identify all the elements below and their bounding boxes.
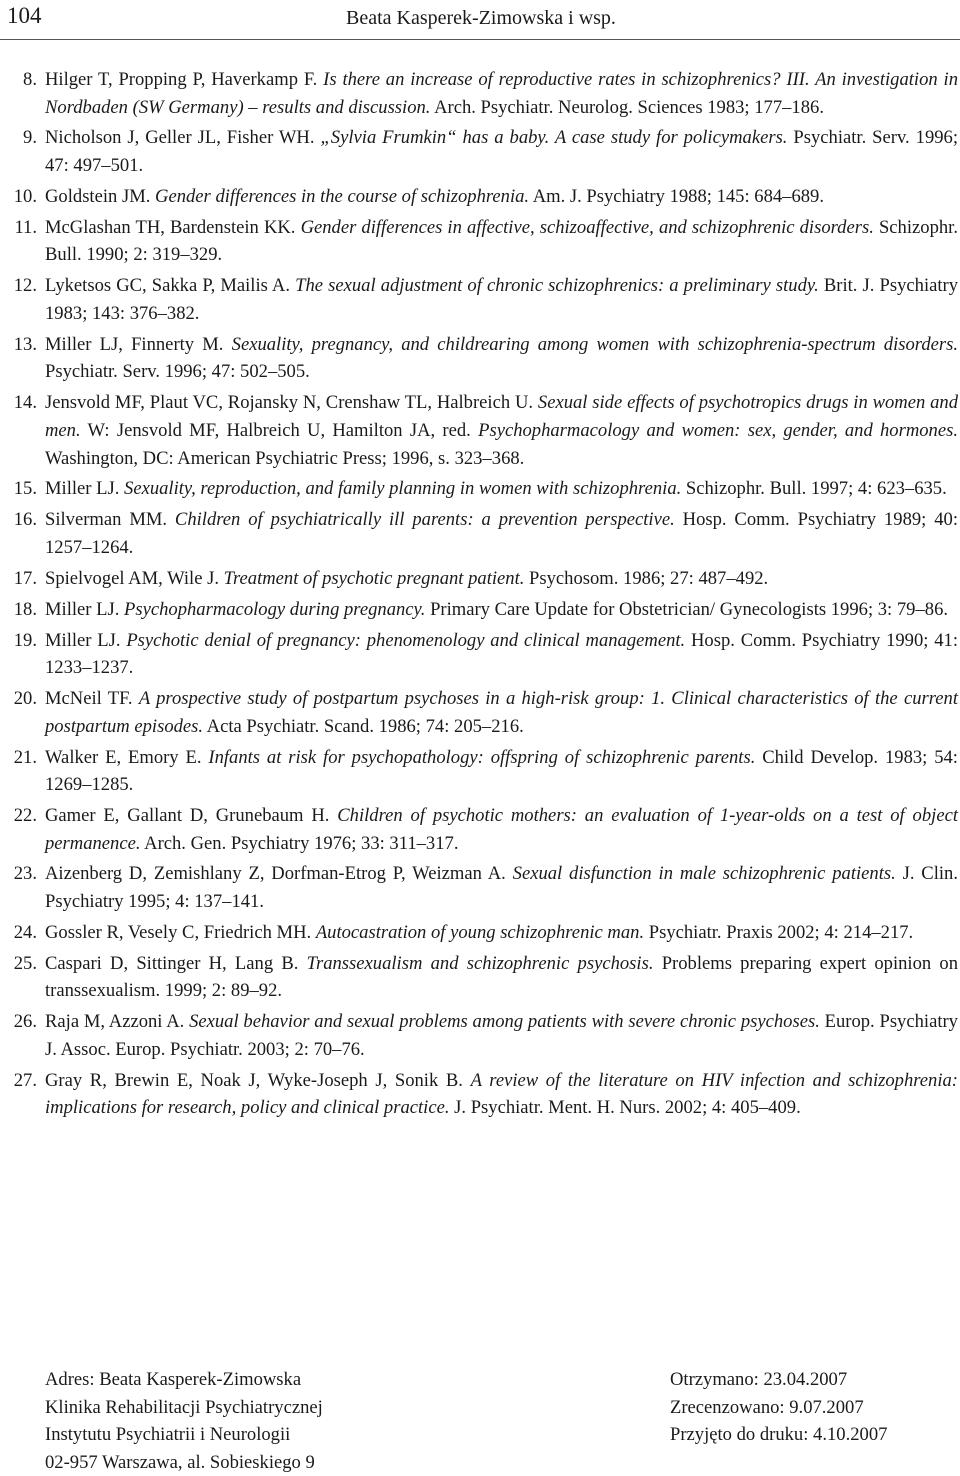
- reference-number: 14.: [13, 392, 37, 414]
- reference-title: Treatment of psychotic pregnant patient.: [223, 567, 525, 589]
- reference-number: 22.: [13, 805, 37, 826]
- reference-number: 11.: [14, 216, 37, 238]
- reference-book-title: Psychopharmacology and women: sex, gender, and hormones.: [478, 419, 958, 441]
- reference-authors: Miller LJ.: [45, 629, 127, 651]
- reference-authors: Hilger T, Propping P, Haverkamp F.: [45, 69, 324, 90]
- reference-number: 17.: [13, 567, 37, 589]
- reference-title: Gender differences in the course of schizophrenia.: [155, 185, 530, 207]
- reference-item: [0, 860, 960, 915]
- reference-item: [0, 272, 960, 327]
- reference-source: Am. J. Psychiatry 1988; 145: 684–689.: [529, 185, 824, 207]
- reference-title: Transsexualism and schizophrenic psychosis.: [306, 952, 654, 974]
- reference-title: Infants at risk for psychopathology: offspring of schizophrenic parents.: [208, 746, 756, 768]
- reference-source: W: Jensvold MF, Halbreich U, Hamilton JA, red.: [80, 419, 479, 441]
- reference-title: Psychotic denial of pregnancy: phenomenology and clinical management.: [126, 629, 686, 651]
- reference-item: [0, 685, 960, 740]
- reference-number: 21.: [13, 746, 37, 768]
- reference-authors: Gray R, Brewin E, Noak J, Wyke-Joseph J, Sonik B.: [45, 1069, 471, 1091]
- reference-authors: Miller LJ.: [45, 478, 125, 500]
- reference-authors: Miller LJ, Finnerty M.: [45, 333, 232, 355]
- reference-authors: Nicholson J, Geller JL, Fisher WH.: [45, 127, 321, 149]
- reference-item: [0, 950, 960, 1005]
- reference-number: 23.: [13, 863, 37, 885]
- reference-source: Psychiatr. Serv. 1996; 47: 497–501.: [45, 127, 958, 177]
- reference-title: Is there an increase of reproductive rates in schizophrenics? III. An investigation in Nordbaden (SW Germany) – results and discussion.: [45, 69, 958, 118]
- reference-authors: Miller LJ.: [45, 598, 125, 620]
- reference-source: J. Clin. Psychiatry 1995; 4: 137–141.: [45, 863, 958, 913]
- reference-item: [0, 919, 960, 947]
- address-line: Klinika Rehabilitacji Psychiatrycznej: [45, 1396, 323, 1418]
- reference-item: [0, 214, 960, 269]
- reference-source: Child Develop. 1983; 54: 1269–1285.: [45, 746, 958, 796]
- reference-number: 16.: [13, 509, 37, 531]
- reference-title: Gender differences in affective, schizoaffective, and schizophrenic disorders.: [300, 216, 874, 238]
- reference-item: [0, 565, 960, 593]
- date-reviewed: Zrecenzowano: 9.07.2007: [670, 1396, 864, 1418]
- reference-authors: McGlashan TH, Bardenstein KK.: [45, 216, 301, 238]
- reference-title: Sexuality, pregnancy, and childrearing among women with schizophrenia-spectrum disorders.: [231, 333, 958, 355]
- reference-item: [0, 627, 960, 682]
- reference-number: 10.: [13, 185, 37, 207]
- reference-item: [0, 331, 960, 386]
- reference-number: 18.: [13, 598, 37, 620]
- reference-title: „Sylvia Frumkin“ has a baby. A case study for policymakers.: [320, 127, 788, 149]
- reference-item: [0, 596, 960, 624]
- reference-title: Children of psychiatrically ill parents: a prevention perspective.: [174, 509, 675, 531]
- reference-title: Sexuality, reproduction, and family planning in women with schizophrenia.: [124, 478, 682, 500]
- reference-title: Autocastration of young schizophrenic man.: [315, 921, 645, 943]
- reference-title: Sexual side effects of psychotropics drugs in women and men.: [45, 392, 959, 441]
- reference-authors: Gossler R, Vesely C, Friedrich MH.: [45, 921, 316, 943]
- reference-authors: Silverman MM.: [45, 509, 175, 531]
- reference-title: A prospective study of postpartum psychoses in a high-risk group: 1. Clinical characteristics of the current postpartum episodes.: [45, 688, 958, 737]
- reference-number: 12.: [13, 275, 37, 297]
- reference-title: Sexual behavior and sexual problems among patients with severe chronic psychoses.: [189, 1011, 820, 1033]
- reference-authors: Raja M, Azzoni A.: [45, 1011, 190, 1033]
- article-dates: [670, 1366, 887, 1449]
- reference-title: A review of the literature on HIV infection and schizophrenia: implications for research, policy and clinical practice.: [45, 1069, 958, 1119]
- reference-source: Brit. J. Psychiatry 1983; 143: 376–382.: [45, 275, 959, 324]
- date-accepted: Przyjęto do druku: 4.10.2007: [670, 1424, 888, 1445]
- reference-source: Hosp. Comm. Psychiatry 1989; 40: 1257–1264.: [45, 509, 958, 558]
- reference-item: [0, 475, 960, 503]
- reference-item: [0, 389, 960, 472]
- reference-title: Sexual disfunction in male schizophrenic patients.: [512, 863, 896, 885]
- reference-item: [0, 124, 960, 179]
- reference-source: Acta Psychiatr. Scand. 1986; 74: 205–216.: [203, 715, 524, 737]
- reference-list: [0, 66, 960, 1125]
- address-line: Instytutu Psychiatrii i Neurologii: [45, 1424, 291, 1445]
- reference-source: Schizophr. Bull. 1990; 2: 319–329.: [45, 216, 958, 266]
- reference-number: 9.: [23, 127, 37, 149]
- reference-item: [0, 802, 960, 857]
- running-head: Beata Kasperek-Zimowska i wsp.: [346, 7, 616, 29]
- reference-item: [0, 744, 960, 799]
- address-line: 02-957 Warszawa, al. Sobieskiego 9: [45, 1451, 315, 1473]
- correspondence-address: [45, 1366, 323, 1476]
- reference-source: Psychosom. 1986; 27: 487–492.: [524, 567, 769, 589]
- reference-title: Children of psychotic mothers: an evaluation of 1-year-olds on a test of object permanence.: [45, 805, 958, 854]
- reference-authors: Aizenberg D, Zemishlany Z, Dorfman-Etrog P, Weizman A.: [45, 863, 513, 885]
- reference-authors: Walker E, Emory E.: [45, 746, 209, 768]
- reference-number: 27.: [13, 1069, 37, 1091]
- reference-authors: Spielvogel AM, Wile J.: [45, 567, 224, 589]
- reference-source: Primary Care Update for Obstetrician/ Gynecologists 1996; 3: 79–86.: [425, 598, 949, 620]
- reference-number: 15.: [13, 478, 37, 500]
- reference-authors: Lyketsos GC, Sakka P, Mailis A.: [45, 275, 296, 297]
- reference-source: Arch. Gen. Psychiatry 1976; 33: 311–317.: [140, 832, 459, 854]
- reference-source: Problems preparing expert opinion on transsexualism. 1999; 2: 89–92.: [45, 952, 958, 1002]
- reference-item: [0, 1067, 960, 1122]
- reference-item: [0, 1008, 960, 1063]
- reference-item: [0, 66, 960, 121]
- reference-authors: Goldstein JM.: [45, 185, 156, 207]
- header-rule: [0, 39, 960, 40]
- reference-number: 20.: [13, 688, 37, 710]
- reference-number: 24.: [13, 921, 37, 943]
- reference-number: 25.: [13, 952, 37, 974]
- reference-source: Psychiatr. Praxis 2002; 4: 214–217.: [644, 921, 914, 943]
- reference-source: Hosp. Comm. Psychiatry 1990; 41: 1233–1237.: [45, 629, 959, 679]
- reference-number: 19.: [13, 629, 37, 651]
- reference-source: J. Psychiatr. Ment. H. Nurs. 2002; 4: 405–409.: [449, 1097, 801, 1119]
- reference-source: Arch. Psychiatr. Neurolog. Sciences 1983; 177–186.: [430, 96, 824, 118]
- reference-authors: Caspari D, Sittinger H, Lang B.: [45, 952, 307, 974]
- reference-number: 8.: [23, 69, 37, 90]
- reference-title: Psychopharmacology during pregnancy.: [124, 598, 426, 620]
- reference-authors: McNeil TF.: [45, 688, 139, 710]
- reference-item: [0, 183, 960, 211]
- reference-source: Europ. Psychiatry J. Assoc. Europ. Psychiatr. 2003; 2: 70–76.: [45, 1011, 958, 1060]
- reference-book-source: Washington, DC: American Psychiatric Press; 1996, s. 323–368.: [45, 447, 525, 469]
- date-received: Otrzymano: 23.04.2007: [670, 1369, 848, 1390]
- reference-number: 13.: [13, 333, 37, 355]
- address-line: Adres: Beata Kasperek-Zimowska: [45, 1369, 302, 1390]
- page-number: 104: [7, 3, 42, 28]
- correspondence-footer: [0, 1366, 960, 1476]
- reference-authors: Jensvold MF, Plaut VC, Rojansky N, Crenshaw TL, Halbreich U.: [45, 392, 538, 414]
- page-header: [0, 0, 960, 40]
- reference-item: [0, 506, 960, 561]
- reference-source: Schizophr. Bull. 1997; 4: 623–635.: [681, 478, 947, 500]
- reference-source: Psychiatr. Serv. 1996; 47: 502–505.: [45, 361, 310, 383]
- reference-authors: Gamer E, Gallant D, Grunebaum H.: [45, 805, 338, 826]
- reference-number: 26.: [13, 1011, 37, 1033]
- reference-title: The sexual adjustment of chronic schizophrenics: a preliminary study.: [295, 275, 819, 297]
